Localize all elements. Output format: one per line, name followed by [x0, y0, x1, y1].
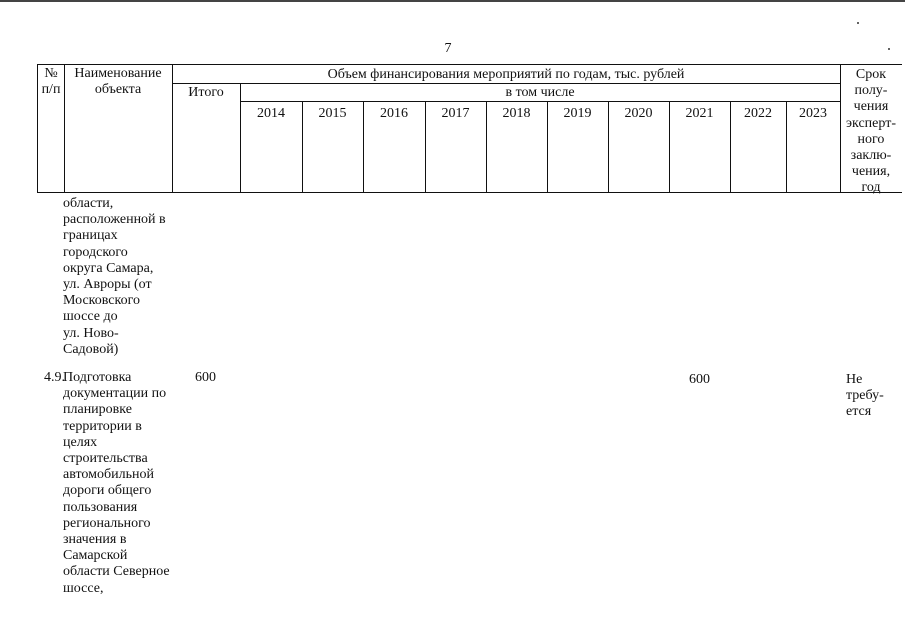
- scan-top-edge: [0, 0, 905, 2]
- header-including-label: в том числе: [505, 85, 575, 100]
- year-header: 2015: [318, 106, 347, 121]
- header-top-border: [37, 64, 902, 65]
- scan-speck: [857, 22, 859, 24]
- row-number: 4.9.: [44, 370, 65, 385]
- scan-speck: [888, 48, 890, 50]
- header-term-label: Срок полу- чения эксперт- ного заклю- чения, год: [846, 67, 896, 196]
- row-value-2021: 600: [689, 372, 710, 387]
- header-funding-divider: [172, 83, 840, 84]
- header-including-divider: [240, 101, 840, 102]
- year-header: 2020: [624, 106, 653, 121]
- year-header: 2019: [563, 106, 592, 121]
- row-expert-term: Не требу- ется: [846, 372, 884, 419]
- header-bottom-border: [37, 192, 902, 193]
- row-object-name: области, расположенной в границах городского округа Самара, ул. Авроры (от Московского шоссе до ул. Ново- Садовой): [63, 196, 166, 357]
- header-total-label: Итого: [188, 85, 224, 100]
- header-funding-label: Объем финансирования мероприятий по годам, тыс. рублей: [327, 67, 685, 82]
- header-name-label: Наименование объекта: [74, 66, 162, 97]
- year-header: 2022: [744, 106, 772, 121]
- header-vline: [172, 64, 173, 193]
- row-object-name: Подготовка документации по планировке территории в целях строительства автомобильной дороги общего пользования регионального значения в Самарской области Северное шоссе,: [63, 370, 170, 596]
- page-number: 7: [444, 41, 452, 56]
- year-header: 2023: [799, 106, 827, 121]
- row-total: 600: [195, 370, 216, 385]
- year-header: 2014: [257, 106, 285, 121]
- year-header: 2021: [685, 106, 714, 121]
- year-header: 2018: [502, 106, 531, 121]
- header-num-label: № п/п: [41, 66, 61, 97]
- year-header: 2017: [441, 106, 470, 121]
- year-header: 2016: [380, 106, 408, 121]
